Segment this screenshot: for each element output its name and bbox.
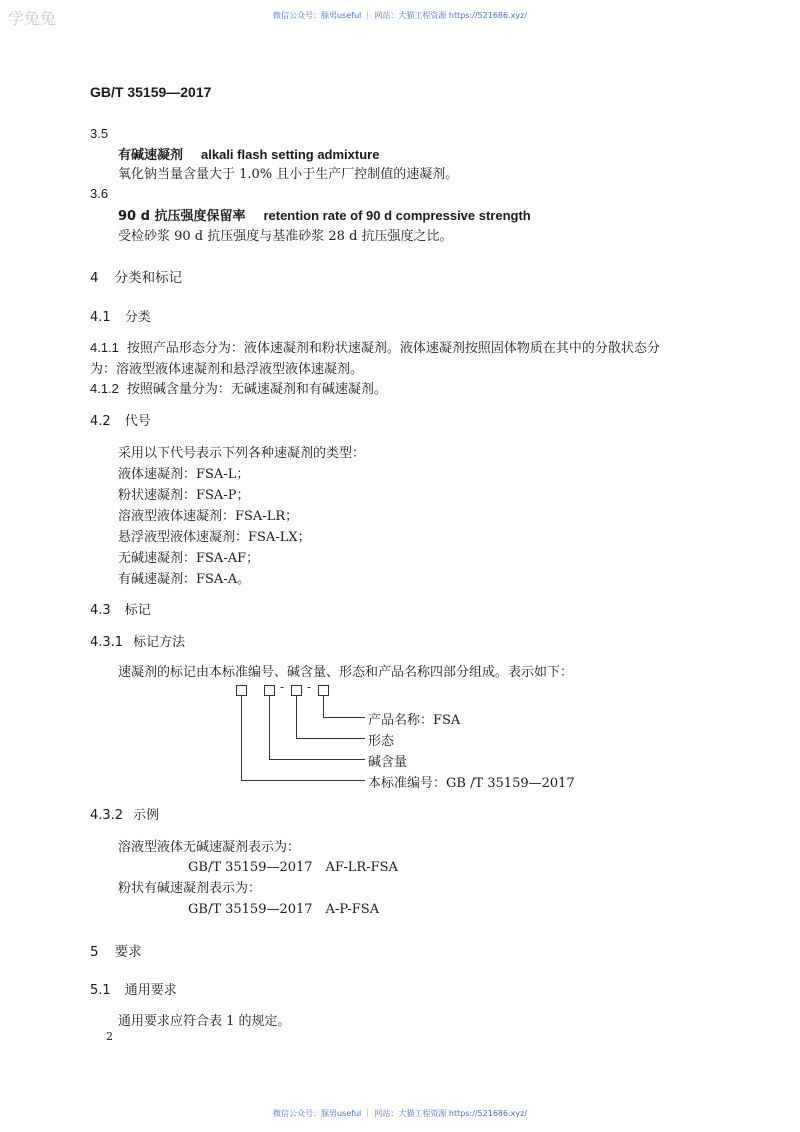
definition-3-5: 氧化钠当量含量大于 1.0% 且小于生产厂控制值的速凝剂。 (118, 167, 459, 182)
dash-separator: - (307, 680, 312, 694)
section-4-1-heading (90, 306, 151, 325)
para-4-1-2-text: 按照碱含量分为：无碱速凝剂和有碱速凝剂。 (126, 382, 387, 397)
label-alkali-content: 碱含量 (368, 755, 408, 770)
code-item: 悬浮液型液体速凝剂：FSA-LX； (118, 530, 311, 545)
general-requirement-text: 通用要求应符合表 1 的规定。 (118, 1014, 291, 1029)
section-4-3-1-number: 4.3.1 (90, 635, 124, 650)
section-4-3-1-heading (90, 631, 185, 650)
term-3-5 (118, 144, 379, 163)
connector-line (241, 780, 365, 781)
code-item: 粉状速凝剂：FSA-P； (118, 488, 250, 503)
box-form (291, 685, 302, 696)
section-5-number: 5 (90, 944, 99, 960)
section-4-3-1-title: 标记方法 (133, 635, 186, 650)
label-form: 形态 (368, 734, 395, 749)
marking-method-text: 速凝剂的标记由本标准编号、碱含量、形态和产品名称四部分组成。表示如下： (118, 665, 574, 680)
code-item: 溶液型液体速凝剂：FSA-LR； (118, 509, 299, 524)
section-4-3-title: 标记 (124, 603, 151, 618)
section-4-title: 分类和标记 (114, 270, 183, 286)
connector-line (296, 738, 365, 739)
label-standard-code: 本标准编号：GB /T 35159—2017 (368, 776, 575, 791)
code-item: 有碱速凝剂：FSA-A。 (118, 572, 251, 587)
page-number: 2 (106, 1030, 113, 1043)
section-4-heading (90, 266, 182, 286)
connector-line (323, 696, 324, 718)
section-4-3-2-heading (90, 804, 159, 823)
para-4-1-1-line1 (90, 337, 660, 356)
section-3-6-number: 3.6 (90, 186, 109, 201)
box-standard-code (236, 685, 247, 696)
code-item: 液体速凝剂：FSA-L； (118, 467, 250, 482)
para-4-1-1-text: 按照产品形态分为：液体速凝剂和粉状速凝剂。液体速凝剂按照固体物质在其中的分散状态分 (126, 341, 660, 356)
section-5-title: 要求 (114, 944, 142, 960)
term-3-5-cn: 有碱速凝剂 (118, 148, 184, 163)
term-3-6-cn: 90 d 抗压强度保留率 (118, 209, 246, 224)
connector-line (323, 717, 365, 718)
connector-line (269, 696, 270, 760)
section-4-2-title: 代号 (124, 414, 151, 429)
section-4-number: 4 (90, 270, 99, 286)
standard-code-header: GB/T 35159—2017 (90, 84, 212, 100)
para-4-1-1-number: 4.1.1 (90, 340, 119, 355)
section-4-2-heading (90, 410, 151, 429)
definition-3-6: 受检砂浆 90 d 抗压强度与基准砂浆 28 d 抗压强度之比。 (118, 229, 453, 244)
section-4-1-title: 分类 (124, 310, 151, 325)
example-1-label: 溶液型液体无碱速凝剂表示为： (118, 840, 301, 855)
example-2-code: GB/T 35159—2017 A-P-FSA (188, 902, 380, 917)
term-3-5-en: alkali flash setting admixture (201, 147, 380, 162)
section-5-1-heading (90, 979, 177, 998)
example-1-code: GB/T 35159—2017 AF-LR-FSA (188, 860, 398, 875)
section-4-3-number: 4.3 (90, 603, 111, 618)
para-4-1-1-line2: 为：溶液型液体速凝剂和悬浮液型液体速凝剂。 (90, 362, 364, 377)
connector-line (296, 696, 297, 739)
box-alkali-content (264, 685, 275, 696)
section-5-heading (90, 940, 142, 960)
term-3-6-en: retention rate of 90 d compressive strength (263, 208, 531, 223)
section-5-1-number: 5.1 (90, 983, 111, 998)
codes-intro: 采用以下代号表示下列各种速凝剂的类型： (118, 446, 366, 461)
section-4-3-heading (90, 599, 151, 618)
example-2-label: 粉状有碱速凝剂表示为： (118, 881, 262, 896)
section-5-1-title: 通用要求 (124, 983, 177, 998)
section-4-3-2-number: 4.3.2 (90, 808, 124, 823)
section-4-2-number: 4.2 (90, 414, 111, 429)
top-banner: 微信公众号：豚男useful ｜ 网站：大猫工程资源 https://521686.xyz/ (272, 11, 528, 20)
section-4-1-number: 4.1 (90, 310, 111, 325)
connector-line (269, 759, 365, 760)
dash-separator: - (280, 680, 285, 694)
bottom-banner: 微信公众号：豚男useful ｜ 网站：大猫工程资源 https://521686.xyz/ (272, 1109, 528, 1118)
connector-line (241, 696, 242, 781)
watermark-text: 学兔兔 (8, 9, 57, 28)
section-3-5-number: 3.5 (90, 126, 109, 141)
para-4-1-2 (90, 378, 387, 397)
para-4-1-2-number: 4.1.2 (90, 381, 119, 396)
label-product-name: 产品名称：FSA (368, 713, 461, 728)
box-product-name (318, 685, 329, 696)
code-item: 无碱速凝剂：FSA-AF； (118, 551, 260, 566)
term-3-6 (118, 205, 531, 224)
section-4-3-2-title: 示例 (133, 808, 160, 823)
